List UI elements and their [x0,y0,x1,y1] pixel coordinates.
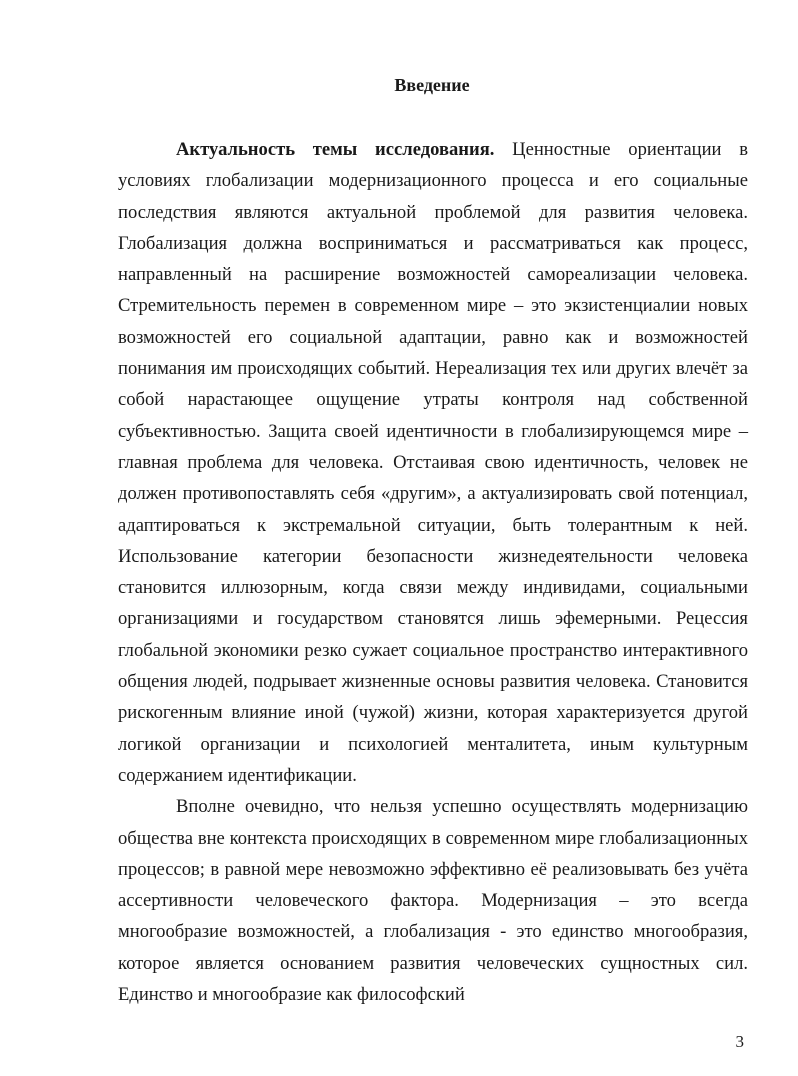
paragraph-modernization [118,791,748,1010]
page-title: Введение [394,75,470,95]
body-text [118,134,748,1010]
paragraph-text: Ценностные ориентации в условиях глобализации модернизационного процесса и его социальные последствия являются актуальной проблемой для развития человека. Глобализация должна восприниматься и рассматриваться как процесс, направленный на расширение возможностей самореализации человека. Стремительность перемен в современном мире – это экзистенциалии новых возможностей его социальной адаптации, равно как и возможностей понимания им происходящих событий. Нереализация тех или других влечёт за собой нарастающее ощущение утраты контроля над собственной субъективностью. Защита своей идентичности в глобализирующемся мире – главная проблема для человека. Отстаивая свою идентичность, человек не должен противопоставлять себя «другим», а актуализировать свой потенциал, адаптироваться к экстремальной ситуации, быть толерантным к ней. Использование категории безопасности жизнедеятельности человека становится иллюзорным, когда связи между индивидами, социальными организациями и государством становятся лишь эфемерными. Рецессия глобальной экономики резко сужает социальное пространство интерактивного общения людей, подрывает жизненные основы развития человека. Становится рискогенным влияние иной (чужой) жизни, которая характеризуется другой логикой организации и психологией менталитета, иным культурным содержанием идентификации. [118,139,748,786]
paragraph-text: Вполне очевидно, что нельзя успешно осуществлять модернизацию общества вне контекста происходящих в современном мире глобализационных процессов; в равной мере невозможно эффективно её реализовывать без учёта ассертивности человеческого фактора. Модернизация – это всегда многообразие возможностей, а глобализация - это единство многообразия, которое является основанием развития человеческих сущностных сил. Единство и многообразие как философский [118,796,748,1006]
paragraph-relevance [118,134,748,791]
page-number: 3 [735,1032,744,1051]
paragraph-lead: Актуальность темы исследования. [176,139,495,160]
